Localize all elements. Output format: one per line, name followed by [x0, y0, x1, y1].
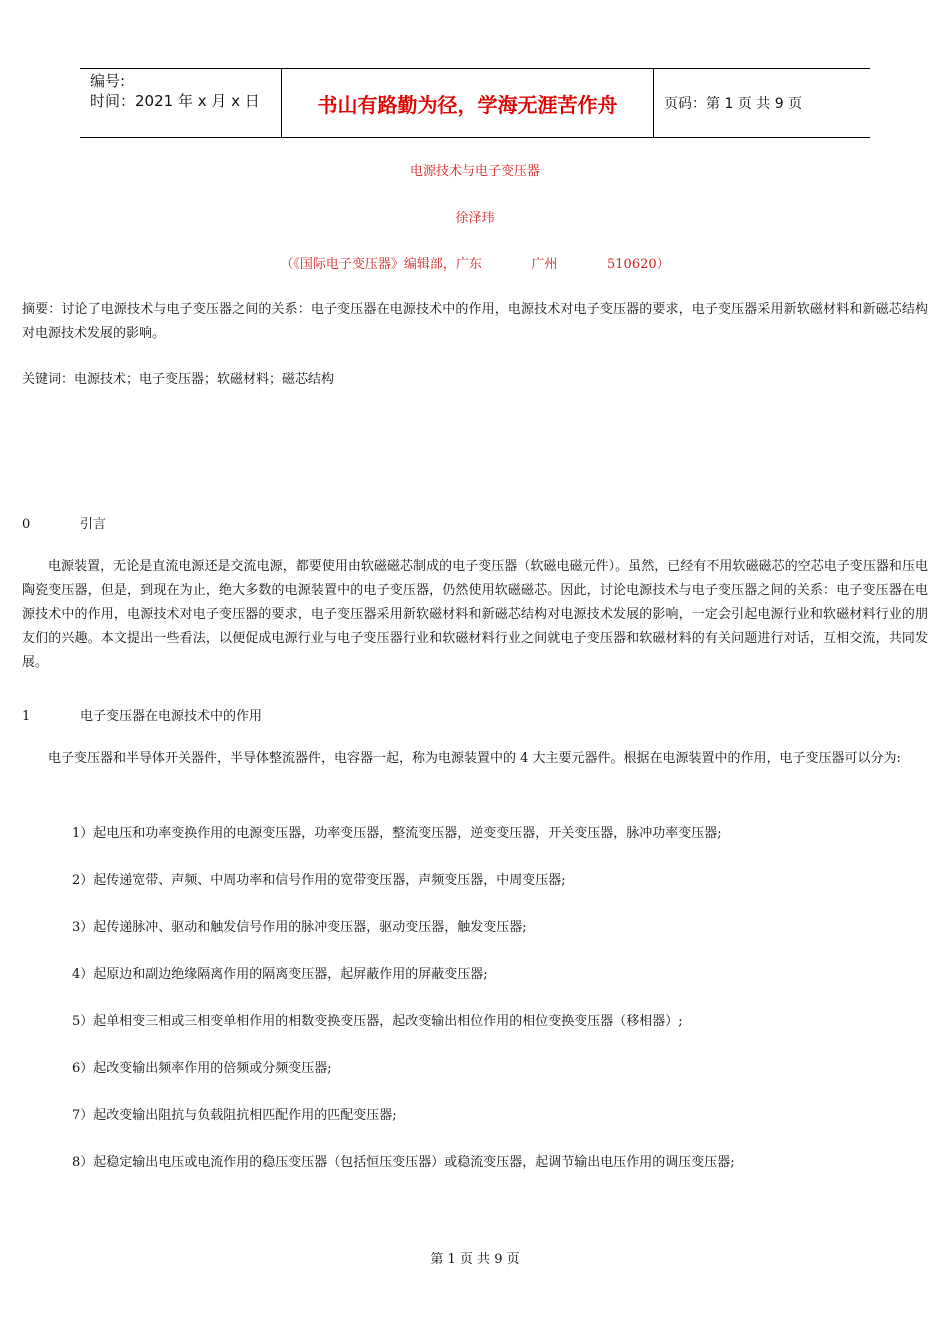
- section-number: 1: [22, 709, 31, 724]
- section-number: 0: [22, 517, 31, 532]
- section-title: 电子变压器在电源技术中的作用: [80, 709, 263, 724]
- list-item: 1）起电压和功率变换作用的电源变压器，功率变压器，整流变压器，逆变变压器，开关变压器，脉冲功率变压器;: [72, 826, 722, 841]
- list-item: 4）起原边和副边绝缘隔离作用的隔离变压器，起屏蔽作用的屏蔽变压器;: [72, 967, 488, 982]
- abstract: 摘要：讨论了电源技术与电子变压器之间的关系：电子变压器在电源技术中的作用，电源技术对电子变压器的要求，电子变压器采用新软磁材料和新磁芯结构对电源技术发展的影响。: [22, 302, 928, 341]
- section-heading-0: [22, 513, 106, 532]
- page-footer: 第 1 页 共 9 页: [430, 1252, 520, 1267]
- list-item: 2）起传递宽带、声频、中周功率和信号作用的宽带变压器，声频变压器，中周变压器;: [72, 873, 566, 888]
- section-heading-1: [22, 705, 262, 724]
- doc-affiliation: （《国际电子变压器》编辑部，广东 广州 510620）: [280, 257, 670, 272]
- section1-paragraph: 电子变压器和半导体开关器件，半导体整流器件，电容器一起，称为电源装置中的 4 大主要元器件。根据在电源装置中的作用，电子变压器可以分为:: [48, 751, 901, 766]
- doc-author: 徐泽玮: [455, 211, 495, 226]
- intro-paragraph: 电源装置，无论是直流电源还是交流电源，都要使用由软磁磁芯制成的电子变压器（软磁电磁元件）。虽然，已经有不用软磁磁芯的空芯电子变压器和压电陶瓷变压器，但是，到现在为止，绝大多数的电源装置中的电子变压器，仍然使用软磁磁芯。因此，讨论电源技术与电子变压器之间的关系：电子变压器在电源技术中的作用，电源技术对电子变压器的要求，电子变压器采用新软磁材料和新磁芯结构对电源技术发展的影响，一定会引起电源行业和软磁材料行业的朋友们的兴趣。本文提出一些看法，以便促成电源行业与电子变压器行业和软磁材料行业之间就电子变压器和软磁材料的有关问题进行对话，互相交流，共同发展。: [22, 559, 928, 670]
- time-label: 时间：2021 年 x 月 x 日: [90, 92, 260, 110]
- keywords: 关键词：电源技术；电子变压器；软磁材料；磁芯结构: [22, 372, 335, 387]
- header-motto: 书山有路勤为径，学海无涯苦作舟: [281, 69, 654, 137]
- section-title: 引言: [80, 517, 107, 532]
- doc-title: 电源技术与电子变压器: [409, 164, 540, 179]
- header-page-info: 页码：第 1 页 共 9 页: [664, 96, 803, 112]
- list-item: 3）起传递脉冲、驱动和触发信号作用的脉冲变压器，驱动变压器，触发变压器;: [72, 920, 527, 935]
- list-item: 5）起单相变三相或三相变单相作用的相数变换变压器，起改变输出相位作用的相位变换变压器（移相器）;: [72, 1014, 683, 1029]
- list-item: 7）起改变输出阻抗与负载阻抗相匹配作用的匹配变压器;: [72, 1108, 397, 1123]
- code-label: 编号:: [90, 72, 126, 90]
- page-header: [80, 68, 870, 138]
- header-meta: [80, 69, 281, 137]
- list-item: 6）起改变输出频率作用的倍频或分频变压器;: [72, 1061, 332, 1076]
- list-item: 8）起稳定输出电压或电流作用的稳压变压器（包括恒压变压器）或稳流变压器，起调节输出电压作用的调压变压器;: [72, 1155, 735, 1170]
